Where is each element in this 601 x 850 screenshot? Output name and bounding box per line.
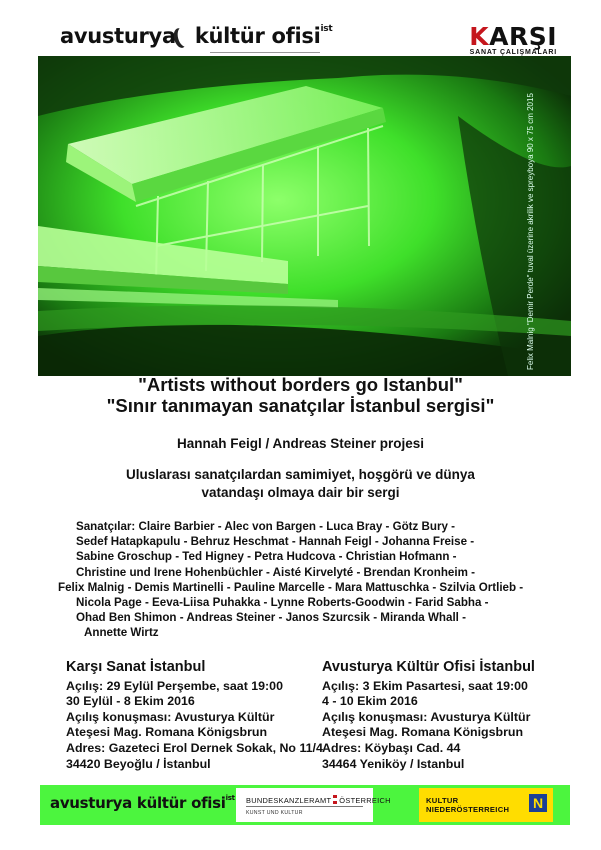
venue-opening: Açılış: 29 Eylül Perşembe, saat 19:00 <box>66 678 283 693</box>
venue-postcode: 34464 Yeniköy / Istanbul <box>322 756 465 771</box>
karsi-logo-word: ARŞI <box>489 22 557 51</box>
karsi-logo-subtitle: SANAT ÇALIŞMALARI <box>469 49 557 56</box>
sponsor-word-avusturya: avusturya <box>50 794 132 812</box>
venue-dates: 4 - 10 Ekim 2016 <box>322 694 418 709</box>
logo-word-avusturya: avusturya <box>60 24 176 48</box>
artwork-painting <box>38 56 571 376</box>
artists-line: Christine und Irene Hohenbüchler - Aisté Kirvelyté - Brendan Kronheim - <box>76 565 475 579</box>
crescent-icon <box>175 26 192 48</box>
austria-flag-icon <box>333 795 337 804</box>
sponsor-strip <box>40 785 570 825</box>
description-line-1: Uluslarası sanatçılardan samimiyet, hoşgörü ve dünya <box>126 467 475 482</box>
logo-sup-ist: ist <box>320 24 333 34</box>
sponsor-noe-word: NIEDERÖSTERREICH <box>426 805 510 814</box>
logo-underline <box>210 52 320 53</box>
venue-postcode: 34420 Beyoğlu / İstanbul <box>66 756 211 771</box>
venue-dates: 30 Eylül - 8 Ekim 2016 <box>66 694 195 709</box>
sponsor-kunst-kultur: KUNST UND KULTUR <box>246 810 303 816</box>
sponsor-sup-ist: ist <box>225 794 235 802</box>
venue-address: Adres: Gazeteci Erol Dernek Sokak, No 11/4 <box>66 740 323 755</box>
karsi-logo-k: K <box>469 22 490 51</box>
artists-line: Ohad Ben Shimon - Andreas Steiner - Janos Szurcsik - Miranda Whall - <box>76 611 466 625</box>
noe-badge-icon: N <box>529 794 547 812</box>
venue-title: Karşı Sanat İstanbul <box>66 659 206 675</box>
venue-address: Adres: Köybaşı Cad. 44 <box>322 740 461 755</box>
artists-line: Nicola Page - Eeva-Liisa Puhakka - Lynne Roberts-Goodwin - Farid Sabha - <box>76 596 489 610</box>
venue-avusturya <box>322 660 601 772</box>
sponsor-avusturya-logo <box>50 794 235 812</box>
sponsor-kultur-noe-logo <box>419 788 553 822</box>
artwork-image <box>38 56 571 376</box>
logo-word-kultur-ofisi: kültür ofisi <box>194 24 321 48</box>
karsi-logo <box>469 22 557 56</box>
title-turkish: "Sınır tanımayan sanatçılar İstanbul sergisi" <box>106 395 495 416</box>
venue-karsi <box>66 660 366 772</box>
venue-opening: Açılış: 3 Ekim Pasartesi, saat 19:00 <box>322 678 528 693</box>
venue-speaker: Ateşesi Mag. Romana Königsbrun <box>66 725 268 740</box>
sponsor-bka-word: BUNDESKANZLERAMT <box>246 796 332 805</box>
artists-list <box>58 519 566 641</box>
venue-title: Avusturya Kültür Ofisi İstanbul <box>322 659 535 675</box>
sponsor-osterreich-word: ÖSTERREICH <box>339 796 391 805</box>
artists-line: Felix Malnig - Demis Martinelli - Pauline Marcelle - Mara Mattuschka - Szilvia Ortlieb - <box>58 580 524 594</box>
sponsor-word-kultur-ofisi: kültür ofisi <box>136 794 226 812</box>
avusturya-kultur-ofisi-logo <box>60 24 332 48</box>
venue-speech: Açılış konuşması: Avusturya Kültür <box>66 709 275 724</box>
artists-line: Annette Wirtz <box>84 626 159 640</box>
sponsor-bundeskanzleramt-logo <box>236 788 391 822</box>
title-english: "Artists without borders go Istanbul" <box>138 374 463 395</box>
project-credit: Hannah Feigl / Andreas Steiner projesi <box>176 436 425 451</box>
venue-speech: Açılış konuşması: Avusturya Kültür <box>322 709 531 724</box>
sponsor-divider <box>246 806 363 807</box>
venue-speaker: Ateşesi Mag. Romana Königsbrun <box>322 725 524 740</box>
artists-line: Sedef Hatapkapulu - Behruz Heschmat - Hannah Feigl - Johanna Freise - <box>76 535 475 549</box>
artwork-caption: Felix Malnig "Demir Perde" tuval üzerine akrilik ve spreyboya 90 x 75 cm 2015 <box>526 93 535 370</box>
sponsor-kultur-word: KULTUR <box>426 796 459 805</box>
artists-line: Sabine Groschup - Ted Higney - Petra Hudcova - Christian Hofmann - <box>76 550 457 564</box>
artists-line: Sanatçılar: Claire Barbier - Alec von Bargen - Luca Bray - Götz Bury - <box>76 520 456 533</box>
description-line-2: vatandaşı olmaya dair bir sergi <box>201 485 400 500</box>
